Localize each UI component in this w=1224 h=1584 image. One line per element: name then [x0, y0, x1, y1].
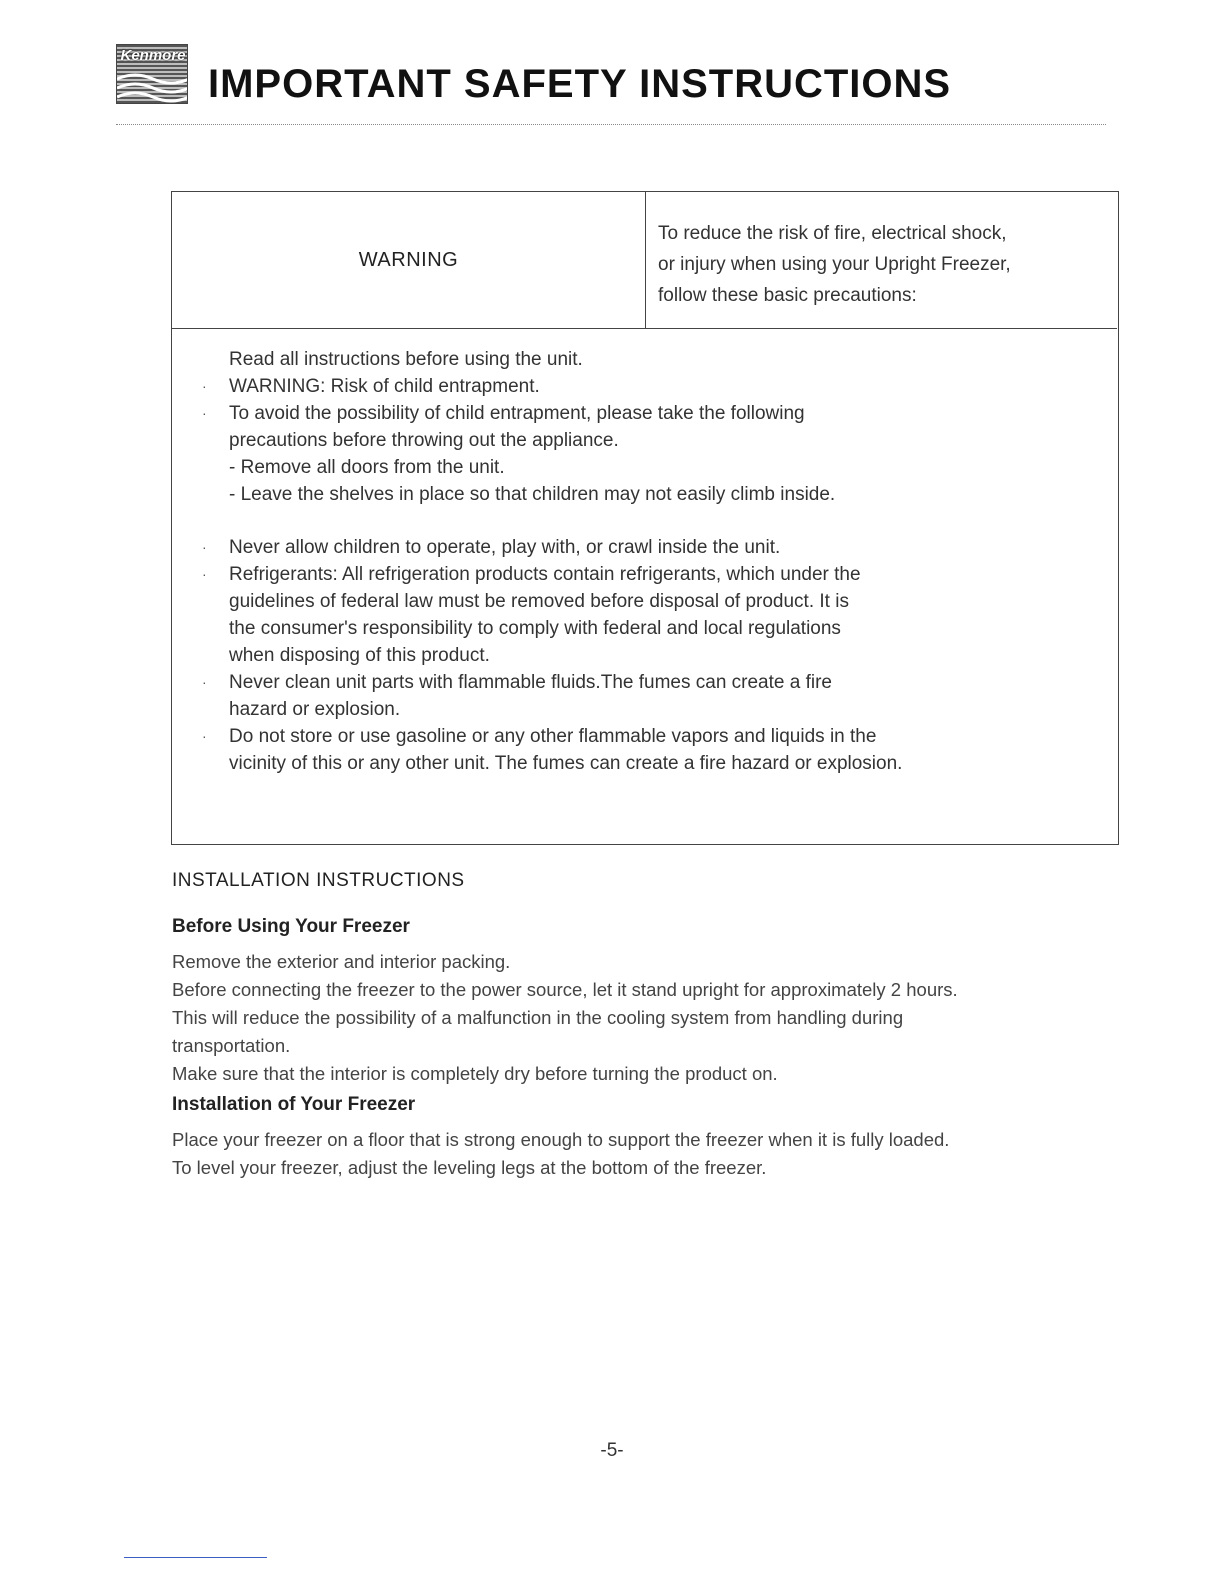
header-divider — [116, 124, 1106, 125]
footer-line — [124, 1557, 267, 1558]
list-item-line: To avoid the possibility of child entrapment, please take the following — [229, 403, 805, 424]
list-item-line: Never allow children to operate, play with, or crawl inside the unit. — [229, 537, 781, 558]
bullet-icon: · — [202, 728, 207, 744]
page-number: -5- — [600, 1440, 624, 1461]
paragraph-line: Before connecting the freezer to the power source, let it stand upright for approximately 2 hours. — [172, 979, 958, 1000]
list-item — [202, 723, 1089, 777]
warning-intro-text — [658, 218, 1108, 311]
list-item — [202, 400, 1089, 454]
installation-block — [172, 1094, 415, 1116]
list-item-line: when disposing of this product. — [229, 645, 490, 666]
bullet-icon: · — [202, 405, 207, 421]
list-item-line: Never clean unit parts with flammable fluids.The fumes can create a fire — [229, 672, 832, 693]
list-item — [202, 561, 1089, 669]
list-item-line: Refrigerants: All refrigeration products contain refrigerants, which under the — [229, 564, 861, 585]
page-header — [116, 44, 1106, 132]
list-item-line: - Leave the shelves in place so that children may not easily climb inside. — [229, 484, 836, 505]
bullet-icon: · — [202, 378, 207, 394]
bullet-icon: · — [202, 566, 207, 582]
paragraph-line: This will reduce the possibility of a malfunction in the cooling system from handling during — [172, 1007, 904, 1028]
installation-section — [172, 870, 465, 892]
logo-brand-text: Kenmore — [120, 47, 186, 64]
list-item-line: vicinity of this or any other unit. The fumes can create a fire hazard or explosion. — [229, 753, 903, 774]
list-item — [202, 534, 1089, 561]
list-item-line: hazard or explosion. — [229, 699, 401, 720]
page-title: IMPORTANT SAFETY INSTRUCTIONS — [208, 62, 952, 106]
warning-intro-line: follow these basic precautions: — [658, 285, 917, 306]
list-item-line: precautions before throwing out the appliance. — [229, 430, 619, 451]
bullet-icon: · — [202, 539, 207, 555]
warning-intro-line: or injury when using your Upright Freezer, — [658, 254, 1011, 275]
before-using-paragraphs — [172, 948, 1072, 1088]
paragraph-line: To level your freezer, adjust the leveling legs at the bottom of the freezer. — [172, 1157, 767, 1178]
paragraph-line: Make sure that the interior is completely dry before turning the product on. — [172, 1063, 778, 1084]
before-using-block — [172, 916, 410, 938]
paragraph-line: transportation. — [172, 1035, 291, 1056]
installation-paragraphs — [172, 1126, 1072, 1182]
list-item-line: Read all instructions before using the unit. — [229, 349, 583, 370]
paragraph-line: Place your freezer on a floor that is strong enough to support the freezer when it is fully loaded. — [172, 1129, 950, 1150]
kenmore-logo — [116, 44, 188, 104]
paragraph-line: Remove the exterior and interior packing. — [172, 951, 511, 972]
list-item — [202, 669, 1089, 723]
subsection-heading: Before Using Your Freezer — [172, 916, 410, 937]
wave-icon — [117, 71, 188, 104]
list-item-line: WARNING: Risk of child entrapment. — [229, 376, 540, 397]
warning-intro-line: To reduce the risk of fire, electrical shock, — [658, 223, 1007, 244]
bullet-icon: · — [202, 674, 207, 690]
list-item — [229, 346, 1089, 373]
list-item-line: Do not store or use gasoline or any other flammable vapors and liquids in the — [229, 726, 877, 747]
section-title: INSTALLATION INSTRUCTIONS — [172, 870, 465, 891]
list-item — [202, 373, 1089, 400]
list-item — [229, 454, 1089, 508]
list-item-line: the consumer's responsibility to comply with federal and local regulations — [229, 618, 841, 639]
warning-box-header — [172, 192, 1117, 329]
subsection-heading: Installation of Your Freezer — [172, 1094, 416, 1115]
list-item-line: guidelines of federal law must be removed before disposal of product. It is — [229, 591, 849, 612]
warning-box — [171, 191, 1119, 845]
warning-label: WARNING — [172, 192, 646, 328]
list-item-line: - Remove all doors from the unit. — [229, 457, 505, 478]
